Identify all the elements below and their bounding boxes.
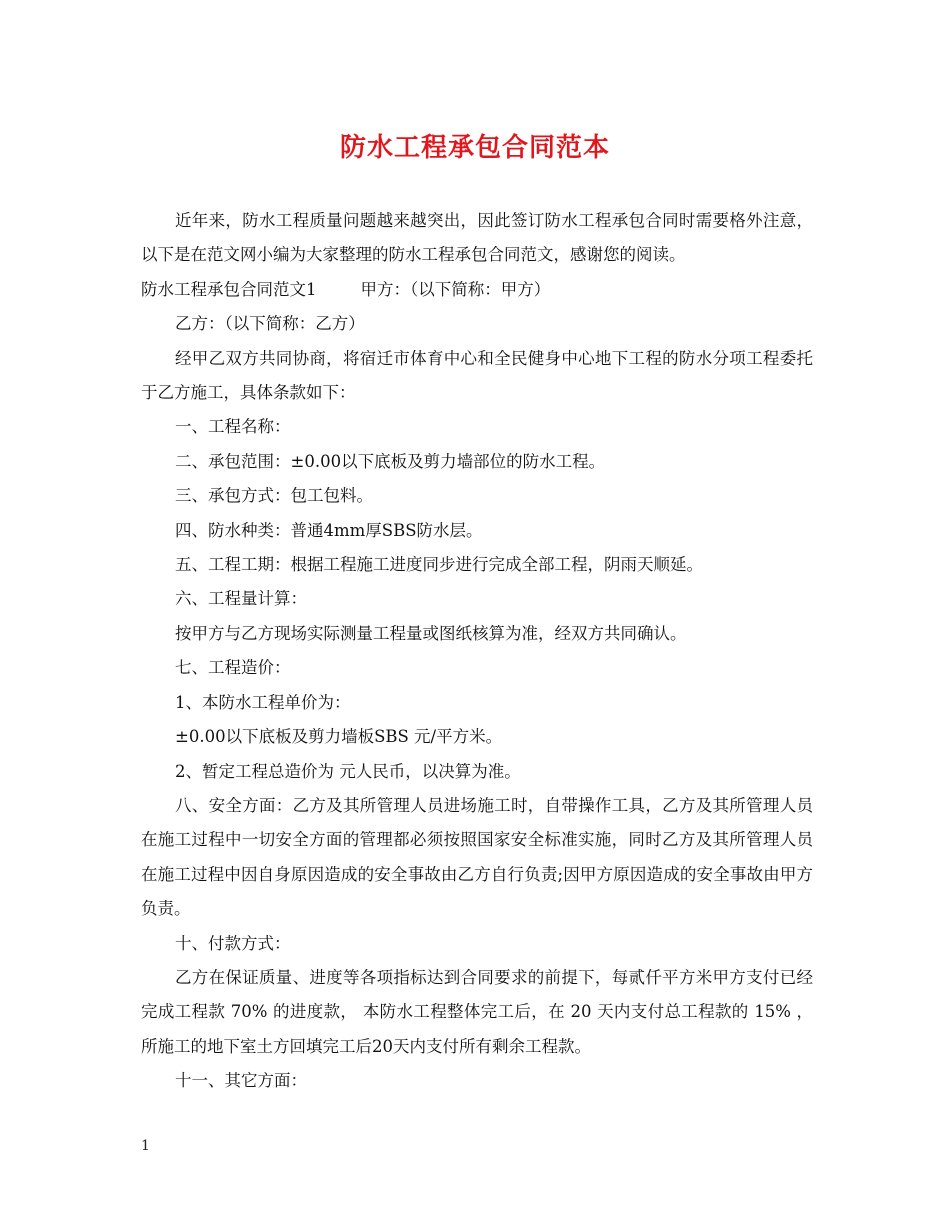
clause-contract-scope: 二、承包范围：±0.00以下底板及剪力墙部位的防水工程。 xyxy=(175,451,606,471)
clause-payment-text: 乙方在保证质量、进度等各项指标达到合同要求的前提下，每贰仟平方米甲方支付已经完成工程款 70% 的进度款， 本防水工程整体完工后，在 20 天内支付总工程款的 15% ， 所施工的地下室土方回填完工后20天内支付所有剩余工程款。 xyxy=(141,967,813,1056)
intro-paragraph: 近年来，防水工程质量问题越来越突出，因此签订防水工程承包合同时需要格外注意，以下是在范文网小编为大家整理的防水工程承包合同范文，感谢您的阅读。 xyxy=(141,211,813,265)
page-number: 1 xyxy=(141,1138,150,1154)
clause-safety: 八、安全方面：乙方及其所管理人员进场施工时，自带操作工具，乙方及其所管理人员在施工过程中一切安全方面的管理都必须按照国家安全标准实施，同时乙方及其所管理人员在施工过程中因自身原因造成的安全事故由乙方自行负责;因甲方原因造成的安全事故由甲方负责。 xyxy=(141,795,813,919)
document-title: 防水工程承包合同范本 xyxy=(339,133,610,163)
clause-quantity-text: 按甲方与乙方现场实际测量工程量或图纸核算为准，经双方共同确认。 xyxy=(175,623,687,643)
sample-heading-line xyxy=(141,273,813,307)
clause-unit-price: 1、本防水工程单价为： xyxy=(175,692,351,712)
clause-other-heading: 十一、其它方面： xyxy=(175,1071,307,1091)
party-b: 乙方：（以下简称：乙方） xyxy=(175,314,365,334)
clause-quantity-heading: 六、工程量计算： xyxy=(175,589,307,609)
document-body xyxy=(141,204,813,1099)
agreement-paragraph: 经甲乙双方共同协商，将宿迁市体育中心和全民健身中心地下工程的防水分项工程委托于乙方施工，具体条款如下： xyxy=(141,348,813,403)
clause-waterproof-type: 四、防水种类：普通4mm厚SBS防水层。 xyxy=(175,520,483,540)
clause-contract-method: 三、承包方式：包工包料。 xyxy=(175,486,373,506)
clause-construction-period: 五、工程工期：根据工程施工进度同步进行完成全部工程，阴雨天顺延。 xyxy=(175,555,703,575)
clause-payment-heading: 十、付款方式： xyxy=(175,933,291,953)
clause-unit-price-detail: ±0.00以下底板及剪力墙板SBS 元/平方米。 xyxy=(175,727,503,747)
clause-project-name: 一、工程名称： xyxy=(175,417,291,437)
clause-total-cost: 2、暂定工程总造价为 元人民币，以决算为准。 xyxy=(175,761,521,781)
sample-heading: 防水工程承包合同范文1 xyxy=(141,279,317,299)
clause-cost-heading: 七、工程造价： xyxy=(175,658,291,678)
party-a: 甲方：（以下简称：甲方） xyxy=(360,279,551,299)
